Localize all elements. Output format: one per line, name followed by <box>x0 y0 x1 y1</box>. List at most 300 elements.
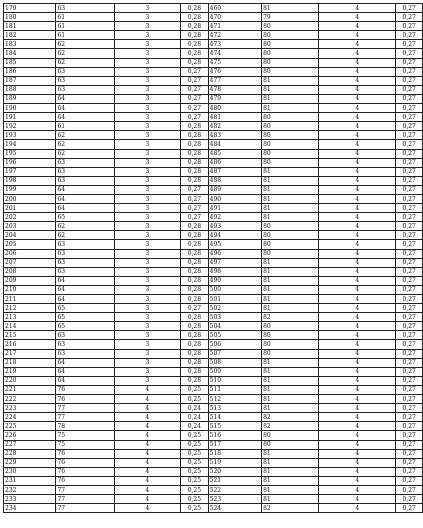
table-cell: 4 <box>319 204 396 213</box>
table-cell: 4 <box>319 85 396 94</box>
table-row <box>4 49 423 58</box>
table-cell: 191 <box>4 113 56 122</box>
table-cell: 185 <box>4 58 56 67</box>
table-cell: 491 <box>208 204 261 213</box>
table-cell: 3 <box>114 204 181 213</box>
table-cell: 0,28 <box>181 249 209 258</box>
table-cell: 80 <box>262 231 319 240</box>
table-cell: 64 <box>56 367 114 376</box>
table-cell: 496 <box>208 249 261 258</box>
table-cell: 0,27 <box>396 204 423 213</box>
table-cell: 0,27 <box>396 395 423 404</box>
table-cell: 81 <box>262 458 319 467</box>
data-table <box>3 3 423 513</box>
table-row <box>4 131 423 140</box>
table-cell: 0,27 <box>396 267 423 276</box>
table-row <box>4 322 423 331</box>
table-cell: 0,27 <box>396 176 423 185</box>
table-row <box>4 31 423 40</box>
table-cell: 77 <box>56 404 114 413</box>
table-cell: 0,27 <box>396 349 423 358</box>
table-cell: 501 <box>208 295 261 304</box>
table-cell: 62 <box>56 222 114 231</box>
table-cell: 0,27 <box>396 140 423 149</box>
table-cell: 0,28 <box>181 149 209 158</box>
table-cell: 234 <box>4 504 56 513</box>
table-cell: 478 <box>208 85 261 94</box>
table-row <box>4 313 423 322</box>
table-cell: 0,28 <box>181 49 209 58</box>
table-row <box>4 358 423 367</box>
table-cell: 76 <box>56 467 114 476</box>
table-cell: 0,27 <box>396 22 423 31</box>
table-cell: 3 <box>114 94 181 103</box>
table-cell: 229 <box>4 458 56 467</box>
table-row <box>4 185 423 194</box>
table-cell: 81 <box>262 258 319 267</box>
table-cell: 479 <box>208 94 261 103</box>
table-cell: 209 <box>4 276 56 285</box>
table-cell: 214 <box>4 322 56 331</box>
table-cell: 81 <box>262 304 319 313</box>
table-cell: 0,25 <box>181 458 209 467</box>
table-cell: 0,27 <box>181 94 209 103</box>
table-cell: 0,28 <box>181 376 209 385</box>
table-cell: 0,27 <box>396 285 423 294</box>
table-cell: 0,28 <box>181 222 209 231</box>
table-cell: 81 <box>262 385 319 394</box>
table-row <box>4 204 423 213</box>
table-cell: 82 <box>262 504 319 513</box>
table-cell: 62 <box>56 58 114 67</box>
table-cell: 0,27 <box>396 385 423 394</box>
table-cell: 230 <box>4 467 56 476</box>
table-cell: 63 <box>56 85 114 94</box>
table-cell: 188 <box>4 85 56 94</box>
table-cell: 0,27 <box>396 504 423 513</box>
table-cell: 197 <box>4 167 56 176</box>
table-cell: 77 <box>56 495 114 504</box>
table-cell: 3 <box>114 58 181 67</box>
table-cell: 64 <box>56 185 114 194</box>
table-cell: 4 <box>319 349 396 358</box>
table-cell: 487 <box>208 167 261 176</box>
table-row <box>4 122 423 131</box>
table-row <box>4 422 423 431</box>
table-cell: 3 <box>114 340 181 349</box>
table-cell: 515 <box>208 422 261 431</box>
table-cell: 3 <box>114 258 181 267</box>
table-cell: 511 <box>208 385 261 394</box>
table-cell: 81 <box>262 476 319 485</box>
table-cell: 226 <box>4 431 56 440</box>
table-cell: 4 <box>114 413 181 422</box>
table-row <box>4 94 423 103</box>
table-cell: 0,28 <box>181 295 209 304</box>
table-cell: 61 <box>56 31 114 40</box>
table-cell: 4 <box>319 422 396 431</box>
table-cell: 3 <box>114 22 181 31</box>
table-cell: 4 <box>319 385 396 394</box>
table-cell: 81 <box>262 213 319 222</box>
table-cell: 0,27 <box>396 476 423 485</box>
table-cell: 0,27 <box>181 194 209 203</box>
table-cell: 81 <box>262 485 319 494</box>
table-cell: 4 <box>114 449 181 458</box>
table-cell: 81 <box>262 285 319 294</box>
table-cell: 228 <box>4 449 56 458</box>
table-cell: 0,28 <box>181 176 209 185</box>
table-cell: 4 <box>319 467 396 476</box>
table-cell: 4 <box>319 376 396 385</box>
table-cell: 212 <box>4 304 56 313</box>
table-cell: 4 <box>319 122 396 131</box>
table-cell: 4 <box>319 295 396 304</box>
table-cell: 4 <box>114 495 181 504</box>
table-cell: 4 <box>319 267 396 276</box>
table-row <box>4 276 423 285</box>
table-cell: 3 <box>114 231 181 240</box>
table-cell: 65 <box>56 304 114 313</box>
table-cell: 0,27 <box>396 422 423 431</box>
table-cell: 0,27 <box>396 485 423 494</box>
table-cell: 0,28 <box>181 58 209 67</box>
table-cell: 0,27 <box>396 104 423 113</box>
table-cell: 216 <box>4 340 56 349</box>
table-cell: 183 <box>4 40 56 49</box>
table-row <box>4 13 423 22</box>
table-cell: 0,28 <box>181 258 209 267</box>
table-row <box>4 240 423 249</box>
table-cell: 193 <box>4 131 56 140</box>
table-cell: 4 <box>319 40 396 49</box>
table-cell: 81 <box>262 176 319 185</box>
table-cell: 4 <box>114 440 181 449</box>
table-cell: 64 <box>56 376 114 385</box>
table-cell: 186 <box>4 67 56 76</box>
table-cell: 475 <box>208 58 261 67</box>
table-cell: 3 <box>114 267 181 276</box>
table-row <box>4 349 423 358</box>
table-cell: 4 <box>114 485 181 494</box>
table-cell: 80 <box>262 58 319 67</box>
table-cell: 76 <box>56 476 114 485</box>
table-row <box>4 194 423 203</box>
table-cell: 81 <box>262 276 319 285</box>
table-cell: 3 <box>114 49 181 58</box>
table-cell: 80 <box>262 222 319 231</box>
table-row <box>4 440 423 449</box>
table-row <box>4 22 423 31</box>
table-cell: 0,28 <box>181 322 209 331</box>
table-cell: 3 <box>114 40 181 49</box>
table-cell: 0,27 <box>396 122 423 131</box>
table-cell: 80 <box>262 67 319 76</box>
table-cell: 3 <box>114 222 181 231</box>
table-cell: 0,28 <box>181 22 209 31</box>
table-cell: 63 <box>56 267 114 276</box>
table-cell: 4 <box>319 158 396 167</box>
table-row <box>4 40 423 49</box>
table-cell: 76 <box>56 449 114 458</box>
table-cell: 473 <box>208 40 261 49</box>
table-cell: 521 <box>208 476 261 485</box>
table-cell: 0,27 <box>396 440 423 449</box>
table-cell: 63 <box>56 258 114 267</box>
table-cell: 3 <box>114 113 181 122</box>
table-cell: 0,27 <box>396 322 423 331</box>
table-cell: 503 <box>208 313 261 322</box>
table-cell: 219 <box>4 367 56 376</box>
table-cell: 0,28 <box>181 349 209 358</box>
table-cell: 64 <box>56 358 114 367</box>
table-cell: 201 <box>4 204 56 213</box>
table-row <box>4 176 423 185</box>
table-row <box>4 104 423 113</box>
table-cell: 3 <box>114 149 181 158</box>
table-cell: 4 <box>319 285 396 294</box>
table-cell: 3 <box>114 358 181 367</box>
table-row <box>4 495 423 504</box>
table-cell: 0,27 <box>181 213 209 222</box>
table-cell: 223 <box>4 404 56 413</box>
table-cell: 4 <box>319 240 396 249</box>
table-cell: 81 <box>262 467 319 476</box>
table-cell: 0,27 <box>396 240 423 249</box>
table-cell: 63 <box>56 76 114 85</box>
table-cell: 62 <box>56 140 114 149</box>
table-cell: 0,27 <box>396 358 423 367</box>
table-cell: 0,27 <box>396 194 423 203</box>
table-row <box>4 285 423 294</box>
table-cell: 488 <box>208 176 261 185</box>
table-cell: 4 <box>319 185 396 194</box>
table-cell: 80 <box>262 131 319 140</box>
table-row <box>4 449 423 458</box>
table-cell: 4 <box>319 322 396 331</box>
table-cell: 76 <box>56 385 114 394</box>
table-cell: 194 <box>4 140 56 149</box>
table-cell: 509 <box>208 367 261 376</box>
table-cell: 206 <box>4 249 56 258</box>
table-cell: 4 <box>319 249 396 258</box>
table-cell: 80 <box>262 331 319 340</box>
table-cell: 4 <box>319 113 396 122</box>
table-cell: 484 <box>208 140 261 149</box>
table-cell: 480 <box>208 104 261 113</box>
table-cell: 81 <box>262 4 319 13</box>
table-row <box>4 395 423 404</box>
table-cell: 4 <box>114 467 181 476</box>
table-cell: 507 <box>208 349 261 358</box>
table-cell: 493 <box>208 222 261 231</box>
table-cell: 4 <box>319 167 396 176</box>
table-cell: 4 <box>319 194 396 203</box>
table-cell: 0,27 <box>396 94 423 103</box>
table-cell: 4 <box>319 413 396 422</box>
table-cell: 62 <box>56 49 114 58</box>
table-cell: 0,27 <box>396 213 423 222</box>
table-cell: 65 <box>56 213 114 222</box>
table-cell: 0,27 <box>396 40 423 49</box>
table-cell: 0,27 <box>181 104 209 113</box>
table-row <box>4 231 423 240</box>
table-cell: 0,27 <box>396 67 423 76</box>
table-cell: 3 <box>114 67 181 76</box>
table-cell: 0,27 <box>396 131 423 140</box>
table-cell: 4 <box>114 404 181 413</box>
table-cell: 0,28 <box>181 285 209 294</box>
table-cell: 4 <box>319 304 396 313</box>
table-cell: 232 <box>4 485 56 494</box>
table-cell: 3 <box>114 213 181 222</box>
table-cell: 63 <box>56 349 114 358</box>
table-row <box>4 431 423 440</box>
table-cell: 3 <box>114 331 181 340</box>
table-cell: 4 <box>319 449 396 458</box>
table-cell: 476 <box>208 67 261 76</box>
table-cell: 187 <box>4 76 56 85</box>
table-cell: 482 <box>208 122 261 131</box>
table-cell: 0,25 <box>181 395 209 404</box>
table-cell: 192 <box>4 122 56 131</box>
table-cell: 62 <box>56 40 114 49</box>
table-cell: 0,24 <box>181 422 209 431</box>
table-cell: 81 <box>262 376 319 385</box>
table-cell: 81 <box>262 204 319 213</box>
table-cell: 0,27 <box>396 58 423 67</box>
table-row <box>4 58 423 67</box>
table-cell: 483 <box>208 131 261 140</box>
table-cell: 0,28 <box>181 167 209 176</box>
table-cell: 80 <box>262 149 319 158</box>
table-cell: 224 <box>4 413 56 422</box>
table-cell: 4 <box>319 22 396 31</box>
table-row <box>4 158 423 167</box>
table-cell: 4 <box>319 485 396 494</box>
table-cell: 4 <box>319 58 396 67</box>
table-row <box>4 504 423 513</box>
table-cell: 0,27 <box>396 76 423 85</box>
table-cell: 0,27 <box>396 149 423 158</box>
table-cell: 65 <box>56 322 114 331</box>
table-cell: 190 <box>4 104 56 113</box>
table-row <box>4 467 423 476</box>
table-cell: 0,28 <box>181 122 209 131</box>
table-cell: 4 <box>319 313 396 322</box>
table-cell: 0,27 <box>396 495 423 504</box>
table-cell: 81 <box>262 358 319 367</box>
table-cell: 0,27 <box>396 258 423 267</box>
table-cell: 218 <box>4 358 56 367</box>
table-cell: 63 <box>56 4 114 13</box>
table-cell: 195 <box>4 149 56 158</box>
table-cell: 481 <box>208 113 261 122</box>
table-cell: 4 <box>319 231 396 240</box>
table-cell: 0,27 <box>181 76 209 85</box>
table-cell: 80 <box>262 322 319 331</box>
table-row <box>4 458 423 467</box>
table-cell: 504 <box>208 322 261 331</box>
table-cell: 61 <box>56 13 114 22</box>
table-cell: 3 <box>114 31 181 40</box>
table-cell: 220 <box>4 376 56 385</box>
table-cell: 0,27 <box>396 4 423 13</box>
table-cell: 4 <box>319 222 396 231</box>
table-cell: 513 <box>208 404 261 413</box>
table-cell: 81 <box>262 167 319 176</box>
table-row <box>4 249 423 258</box>
table-cell: 0,27 <box>396 449 423 458</box>
table-cell: 4 <box>319 495 396 504</box>
table-cell: 512 <box>208 395 261 404</box>
table-cell: 0,27 <box>181 204 209 213</box>
table-cell: 75 <box>56 431 114 440</box>
table-cell: 63 <box>56 331 114 340</box>
table-cell: 0,28 <box>181 367 209 376</box>
table-cell: 490 <box>208 194 261 203</box>
table-cell: 182 <box>4 31 56 40</box>
table-cell: 506 <box>208 340 261 349</box>
table-cell: 227 <box>4 440 56 449</box>
table-cell: 0,28 <box>181 358 209 367</box>
table-cell: 81 <box>262 295 319 304</box>
table-cell: 4 <box>319 104 396 113</box>
table-cell: 0,28 <box>181 240 209 249</box>
table-cell: 64 <box>56 295 114 304</box>
table-cell: 80 <box>262 40 319 49</box>
table-cell: 3 <box>114 194 181 203</box>
table-cell: 0,27 <box>396 376 423 385</box>
table-cell: 76 <box>56 458 114 467</box>
table-cell: 80 <box>262 431 319 440</box>
table-cell: 0,25 <box>181 495 209 504</box>
table-cell: 0,27 <box>396 295 423 304</box>
table-cell: 0,27 <box>396 13 423 22</box>
table-cell: 4 <box>319 476 396 485</box>
table-cell: 81 <box>262 395 319 404</box>
table-row <box>4 376 423 385</box>
table-cell: 63 <box>56 176 114 185</box>
table-cell: 520 <box>208 467 261 476</box>
table-cell: 204 <box>4 231 56 240</box>
table-cell: 4 <box>319 340 396 349</box>
table-cell: 518 <box>208 449 261 458</box>
table-cell: 80 <box>262 249 319 258</box>
table-row <box>4 295 423 304</box>
table-cell: 4 <box>114 476 181 485</box>
table-cell: 0,25 <box>181 504 209 513</box>
table-cell: 0,27 <box>396 404 423 413</box>
table-cell: 4 <box>319 358 396 367</box>
table-cell: 217 <box>4 349 56 358</box>
table-cell: 203 <box>4 222 56 231</box>
table-cell: 64 <box>56 204 114 213</box>
table-cell: 0,28 <box>181 140 209 149</box>
table-cell: 471 <box>208 22 261 31</box>
table-cell: 81 <box>262 449 319 458</box>
table-cell: 80 <box>262 158 319 167</box>
table-cell: 510 <box>208 376 261 385</box>
table-cell: 3 <box>114 104 181 113</box>
table-cell: 63 <box>56 67 114 76</box>
table-cell: 0,28 <box>181 313 209 322</box>
table-cell: 81 <box>262 85 319 94</box>
table-cell: 4 <box>319 258 396 267</box>
table-row <box>4 213 423 222</box>
table-cell: 64 <box>56 285 114 294</box>
table-cell: 4 <box>319 4 396 13</box>
